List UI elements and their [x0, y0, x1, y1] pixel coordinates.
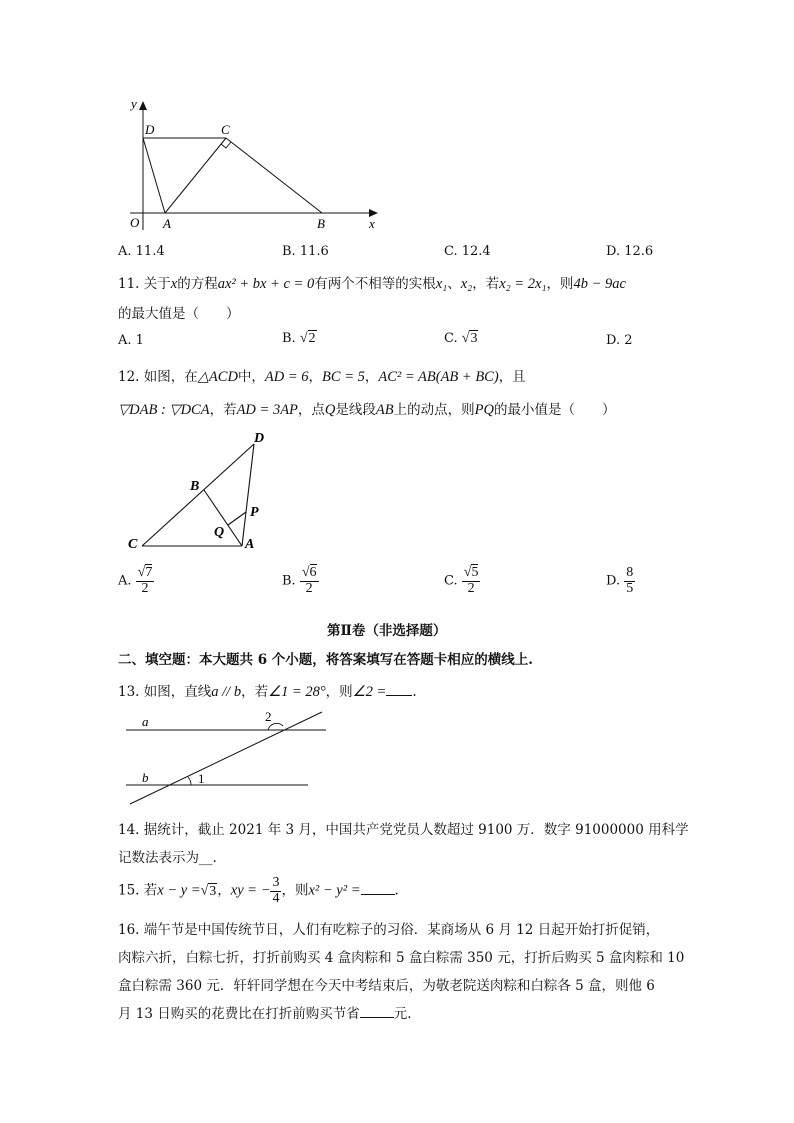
denominator: 2 [467, 580, 475, 596]
segment-da [143, 138, 165, 213]
denominator: 2 [305, 580, 313, 596]
label-q: Q [214, 525, 225, 540]
answer-blank[interactable] [386, 683, 412, 696]
q13-text: . [412, 684, 417, 700]
q12-text: 中， [237, 369, 265, 385]
q13-text: ，则 [325, 684, 353, 700]
q12-triangle-figure [122, 424, 282, 554]
segment-cd [142, 444, 254, 546]
q10-option-d: D. 12.6 [606, 244, 654, 259]
transversal [130, 712, 322, 804]
radicand: 6 [309, 565, 317, 580]
q15-eq2: xy = − [230, 882, 271, 899]
q12-option-c-label: C. [444, 573, 458, 589]
label-y: y [131, 96, 137, 111]
q15-eq1: x − y = [157, 882, 201, 899]
section2-heading: 二、填空题：本大题共 6 个小题，将答案填写在答题卡相应的横线上. [118, 652, 533, 668]
q11-text: 的方程 [177, 276, 218, 292]
radicand: 3 [209, 883, 217, 899]
q16-line2: 肉粽六折，白粽七折，打折前购买 4 盒肉粽和 5 盒白粽需 350 元，打折后购买 5 盒肉粽和 10 [118, 950, 685, 966]
q12-option-d [606, 566, 635, 596]
numerator: 8 [626, 565, 634, 580]
label-o: O [130, 215, 140, 230]
label-d: D [145, 122, 155, 137]
q11-option-a: A. 1 [118, 333, 144, 348]
q12-q: Q [324, 402, 336, 418]
q11-x2: x₂ [460, 276, 473, 292]
sqrt-icon: √2 [299, 331, 316, 346]
q12-text: ， [364, 369, 379, 385]
q12-option-d-label: D. [606, 573, 621, 589]
q16-line1: 16. 端午节是中国传统节日，人们有吃粽子的习俗．某商场从 6 月 12 日起开始打折促销， [118, 922, 660, 938]
answer-blank[interactable] [360, 1005, 394, 1018]
q12-option-c [444, 566, 480, 596]
segment-cb [226, 138, 322, 213]
q11-condition: x₂ = 2x₁ [499, 276, 547, 292]
q11-text: 、 [447, 276, 461, 292]
label-x: x [369, 216, 375, 231]
q11-option-b [282, 331, 317, 347]
q12-ad3ap: AD = 3AP [236, 402, 298, 418]
q12-ad: AD = 6 [264, 369, 309, 385]
q10-option-c: C. 12.4 [444, 244, 491, 259]
q12-similar: ▽DAB : ▽DCA [118, 402, 210, 418]
answer-blank[interactable] [361, 882, 395, 895]
q11-var-x: x [170, 276, 178, 292]
numerator: 3 [272, 875, 280, 890]
q12-ac: AC² = AB(AB + BC) [378, 369, 499, 385]
sqrt-icon: √3 [200, 883, 217, 899]
q12-ab: AB [375, 402, 394, 418]
label-2: 2 [265, 709, 272, 724]
q12-bc: BC = 5 [322, 369, 365, 385]
q15-stem [118, 876, 399, 906]
fraction [270, 876, 281, 906]
q12-option-b [282, 566, 319, 596]
q15-text: ， [217, 882, 231, 899]
denominator: 2 [141, 580, 149, 596]
q10-option-b: B. 11.6 [282, 244, 329, 259]
q13-angle2: ∠2 = [352, 684, 387, 700]
label-b: B [190, 479, 200, 494]
label-a: A [163, 216, 171, 231]
angle-2-arc-icon [268, 723, 283, 730]
q12-option-a-label: A. [118, 573, 132, 589]
fraction [300, 566, 319, 596]
q13-angle1: ∠1 = 28° [268, 684, 326, 700]
q11-text: 11. 关于 [118, 276, 171, 292]
sqrt-icon: √ [137, 565, 146, 580]
q14-line2: 记数法表示为__. [118, 850, 217, 866]
q13-stem [118, 680, 417, 701]
q11-stem-line1 [118, 272, 626, 293]
q12-text: ，若 [209, 402, 237, 418]
q13-parallel-lines-figure [118, 704, 338, 808]
radicand: 2 [308, 331, 316, 346]
radicand: 7 [145, 565, 153, 580]
part2-title: 第Ⅱ卷（非选择题） [327, 623, 447, 639]
segment-pq [228, 512, 246, 525]
label-b: B [317, 216, 325, 231]
sqrt-icon: √3 [461, 331, 478, 346]
q12-text: 12. 如图，在 [118, 369, 198, 385]
q12-option-b-label: B. [282, 573, 296, 589]
label-1: 1 [198, 771, 205, 786]
q11-option-b-label: B. [282, 331, 296, 346]
sqrt-icon: √ [301, 565, 310, 580]
q11-stem-line2: 的最大值是（ ） [118, 306, 240, 322]
segment-ad [242, 444, 254, 546]
radicand: 5 [471, 565, 479, 580]
q12-option-a [118, 566, 154, 596]
q14-line1: 14. 据统计，截止 2021 年 3 月，中国共产党党员人数超过 9100 万．数字 91000000 用科学 [118, 822, 689, 838]
q16-text: 元. [393, 1006, 412, 1022]
q12-stem-line2 [118, 398, 615, 419]
q16-line4 [118, 1002, 412, 1022]
q15-text: 15. 若 [118, 882, 158, 899]
label-a: A [245, 537, 255, 552]
sqrt-icon: √ [463, 565, 472, 580]
q11-option-d: D. 2 [606, 333, 633, 348]
q12-stem-line1 [118, 365, 526, 386]
segment-ac [165, 138, 226, 213]
label-c: C [221, 122, 230, 137]
label-a: a [142, 714, 149, 729]
q10-option-a: A. 11.4 [118, 244, 165, 259]
q11-x1: x₁ [435, 276, 448, 292]
label-c: C [128, 537, 138, 552]
q13-parallel: a // b [211, 684, 242, 700]
q11-text: 有两个不相等的实根 [314, 276, 436, 292]
denominator: 4 [272, 890, 280, 906]
q11-option-c-label: C. [444, 331, 458, 346]
q16-text: 月 13 日购买的花费比在打折前购买节省 [118, 1006, 360, 1022]
q15-expression: x² − y² = [308, 882, 361, 899]
q12-text: 的最小值是（ ） [493, 402, 616, 418]
q12-text: ，点 [297, 402, 325, 418]
q12-text: ，且 [498, 369, 526, 385]
q11-option-c [444, 331, 478, 347]
q12-pq: PQ [474, 402, 494, 418]
q15-text: ，则 [281, 882, 309, 899]
q13-text: 13. 如图，直线 [118, 684, 212, 700]
label-p: P [250, 505, 259, 520]
fraction [136, 566, 155, 596]
fraction [624, 566, 635, 596]
q11-text: ，则 [546, 276, 574, 292]
q13-text: ，若 [241, 684, 269, 700]
q11-equation: ax² + bx + c = 0 [217, 276, 315, 292]
q12-triangle: △ACD [197, 369, 238, 385]
q10-coordinate-figure [110, 92, 400, 237]
q15-text: . [394, 882, 399, 899]
angle-1-arc-icon [188, 777, 191, 785]
denominator: 5 [626, 580, 634, 596]
q12-text: 上的动点，则 [393, 402, 475, 418]
y-axis-arrow-icon [139, 101, 147, 110]
q11-expression: 4b − 9ac [573, 276, 626, 292]
fraction [462, 566, 481, 596]
radicand: 3 [470, 331, 478, 346]
label-d: D [254, 431, 265, 446]
q16-line3: 盒白粽需 360 元．轩轩同学想在今天中考结束后，为敬老院送肉粽和白粽各 5 盒，则他 6 [118, 978, 655, 994]
label-b: b [142, 770, 149, 785]
q11-text: ，若 [472, 276, 500, 292]
q12-text: 是线段 [335, 402, 376, 418]
q12-text: ， [308, 369, 323, 385]
